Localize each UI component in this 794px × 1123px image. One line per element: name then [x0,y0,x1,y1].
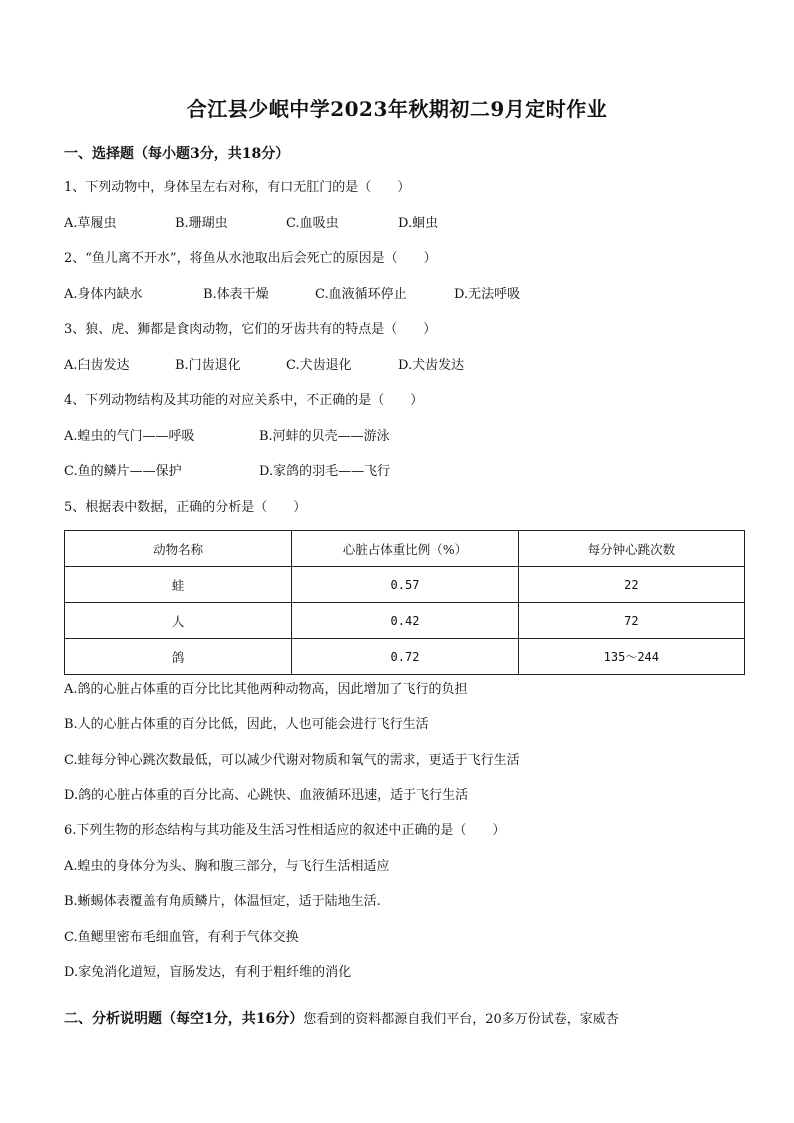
option-a: A.身体内缺水 [64,287,143,302]
section-choice-heading: 一、选择题（每小题3分，共18分） [64,146,290,162]
table-row [65,603,745,639]
data-table [64,530,745,675]
question-6-option-c: C.鱼鳃里密布毛细血管，有利于气体交换 [64,930,299,945]
table-cell: 0.57 [292,567,518,603]
question-5-stem: 5、根据表中数据，正确的分析是（ ） [64,500,307,515]
option-b: B.珊瑚虫 [175,216,228,231]
watermark-text: 您看到的资料都源自我们平台，20多万份试卷，家威杏 [303,1012,619,1027]
question-6-option-a: A.蝗虫的身体分为头、胸和腹三部分，与飞行生活相适应 [64,859,390,874]
option-c: C.犬齿退化 [286,358,352,373]
question-3-options [64,357,744,375]
question-2-options [64,286,744,304]
question-5-option-a: A.鸽的心脏占体重的百分比比其他两种动物高，因此增加了飞行的负担 [64,682,468,697]
option-d: D.家鸽的羽毛——飞行 [259,464,391,479]
table-cell: 鸽 [65,639,292,675]
question-1-stem: 1、下列动物中，身体呈左右对称，有口无肛门的是（ ） [64,180,411,195]
question-5-option-c: C.蛙每分钟心跳次数最低，可以减少代谢对物质和氧气的需求，更适于飞行生活 [64,753,520,768]
question-6-stem: 6.下列生物的形态结构与其功能及生活习性相适应的叙述中正确的是（ ） [64,823,506,838]
table-row [65,567,745,603]
question-1-options [64,215,744,233]
table-row [65,639,745,675]
question-6-option-d: D.家兔消化道短，盲肠发达，有利于粗纤维的消化 [64,965,352,980]
option-b: B.河蚌的贝壳——游泳 [259,429,390,444]
question-4-options-row2 [64,463,744,481]
option-b: B.门齿退化 [175,358,241,373]
page-title: 合江县少岷中学2023年秋期初二9月定时作业 [186,97,608,121]
option-c: C.血液循环停止 [315,287,407,302]
option-a: A.草履虫 [64,216,117,231]
table-cell: 人 [65,603,292,639]
table-cell: 72 [518,603,744,639]
question-6-option-b: B.蜥蜴体表覆盖有角质鳞片，体温恒定，适于陆地生活. [64,894,381,909]
table-cell: 22 [518,567,744,603]
question-2-stem: 2、“鱼儿离不开水”，将鱼从水池取出后会死亡的原因是（ ） [64,251,437,266]
table-header-cell: 心脏占体重比例（%） [292,531,518,567]
option-a: A.蝗虫的气门——呼吸 [64,429,195,444]
table-cell: 蛙 [65,567,292,603]
option-d: D.犬齿发达 [398,358,465,373]
table-header-cell: 每分钟心跳次数 [518,531,744,567]
table-cell: 135～244 [518,639,744,675]
section-analysis-heading [64,1010,619,1029]
question-3-stem: 3、狼、虎、狮都是食肉动物，它们的牙齿共有的特点是（ ） [64,322,437,337]
question-5-option-d: D.鸽的心脏占体重的百分比高、心跳快、血液循环迅速，适于飞行生活 [64,788,469,803]
option-c: C.鱼的鳞片——保护 [64,464,182,479]
table-header-cell: 动物名称 [65,531,292,567]
option-d: D.蛔虫 [398,216,439,231]
option-d: D.无法呼吸 [454,287,521,302]
option-c: C.血吸虫 [286,216,339,231]
section-analysis-title: 二、分析说明题（每空1分，共16分） [64,1011,304,1027]
question-4-stem: 4、下列动物结构及其功能的对应关系中，不正确的是（ ） [64,393,424,408]
option-a: A.臼齿发达 [64,358,130,373]
option-b: B.体表干燥 [203,287,269,302]
question-5-option-b: B.人的心脏占体重的百分比低，因此，人也可能会进行飞行生活 [64,717,429,732]
question-4-options-row1 [64,428,744,446]
table-cell: 0.72 [292,639,518,675]
table-header-row [65,531,745,567]
table-cell: 0.42 [292,603,518,639]
